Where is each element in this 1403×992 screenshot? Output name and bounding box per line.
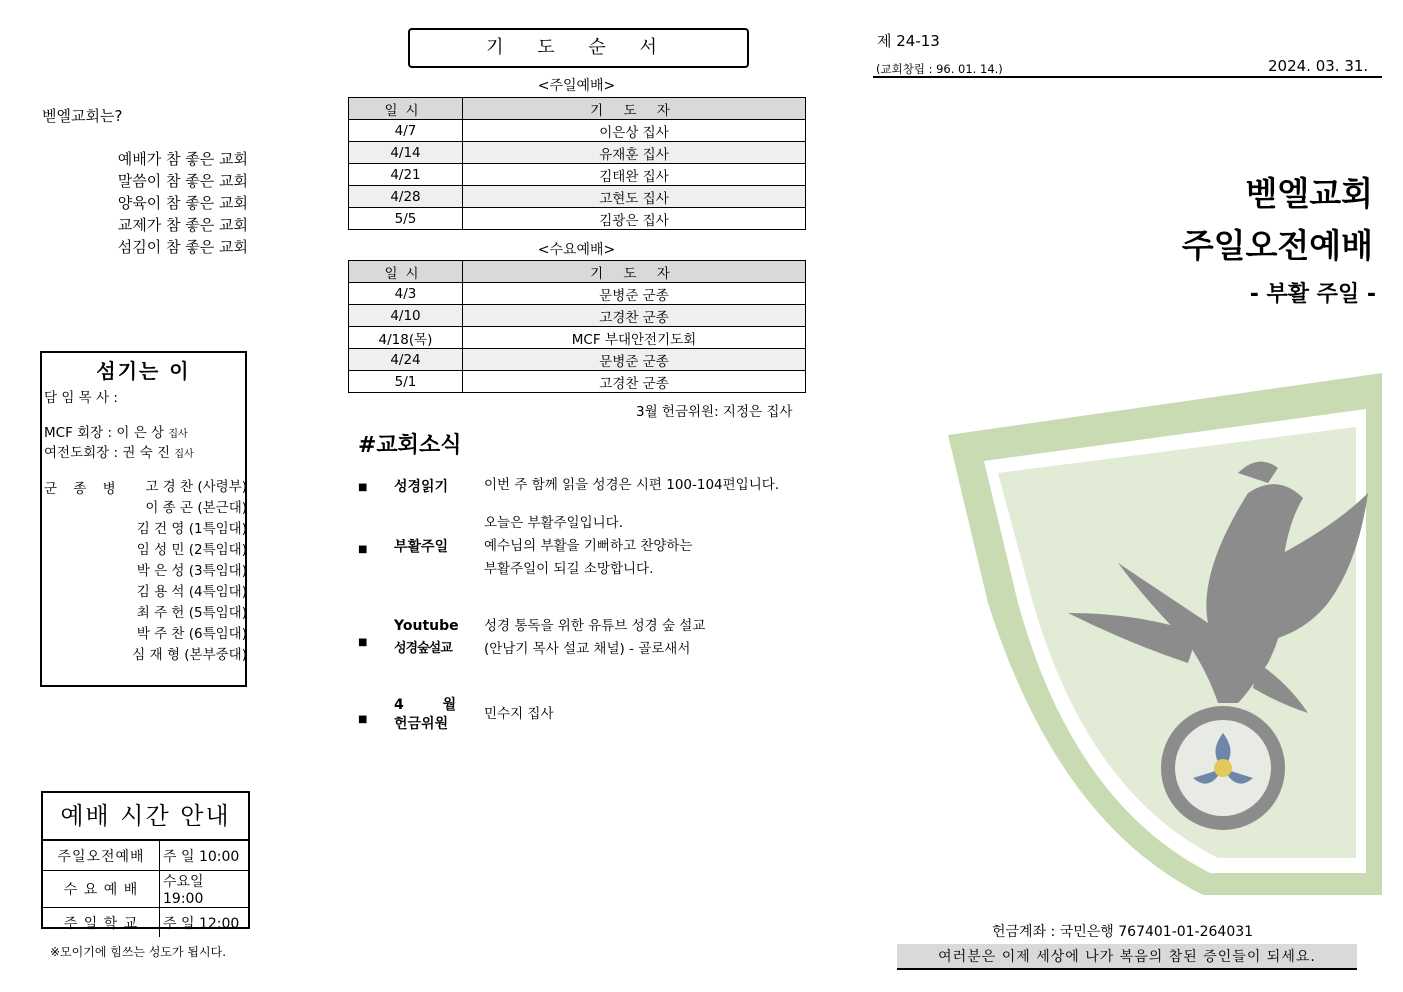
prayer-person: 문병준 군종	[463, 349, 806, 371]
news-body	[484, 703, 554, 726]
service-name: 주일오전예배	[43, 841, 160, 871]
news-line: 이번 주 함께 읽을 성경은 시편 100-104편입니다.	[484, 477, 780, 493]
service-name: 주 일 학 교	[43, 908, 160, 938]
motto-item: 예배가 참 좋은 교회	[117, 150, 248, 168]
soldier-item: 최 주 헌 (5특임대)	[136, 605, 247, 621]
service-name: 주일오전예배	[1181, 226, 1373, 265]
phoenix-emblem-icon	[948, 373, 1382, 895]
service-name: 수 요 예 배	[43, 871, 160, 908]
issue-number: 제 24-13	[877, 32, 940, 50]
offering-note: 3월 헌금위원: 지정은 집사	[636, 404, 793, 420]
table-row	[43, 841, 248, 871]
table-header-row	[349, 261, 806, 283]
prayer-date: 4/21	[349, 164, 463, 186]
service-time: 주 일 10:00	[163, 848, 240, 865]
soldier-item: 박 주 찬 (6특임대)	[136, 626, 247, 642]
wednesday-caption: <수요예배>	[537, 242, 616, 258]
service-times-box	[41, 791, 250, 932]
soldier-item: 이 종 곤 (본근대)	[145, 500, 247, 516]
mcf-label: MCF 회장 :	[44, 425, 113, 441]
prayer-person: MCF 부대안전기도회	[463, 327, 806, 349]
prayer-date: 4/10	[349, 305, 463, 327]
table-header-row	[349, 98, 806, 120]
table-row	[43, 871, 248, 908]
prayer-date: 5/5	[349, 208, 463, 230]
news-label: 성경읽기	[394, 479, 449, 495]
news-label: Youtube	[394, 618, 459, 634]
church-name: 벧엘교회	[1245, 174, 1373, 213]
service-time: 주 일 12:00	[160, 908, 249, 938]
soldier-label: 군 종 병	[44, 481, 122, 497]
table-row	[349, 371, 806, 393]
table-row	[349, 349, 806, 371]
table-row	[349, 208, 806, 230]
header-divider	[873, 76, 1382, 78]
soldier-item: 심 재 형 (본부중대)	[132, 647, 247, 663]
col-person: 기 도 자	[463, 261, 806, 283]
women-label: 여전도회장 :	[44, 445, 119, 461]
col-date: 일시	[349, 98, 463, 120]
service-time: 수요일 19:00	[160, 871, 249, 908]
bulletin-date: 2024. 03. 31.	[1268, 57, 1369, 75]
news-line: 성경 통독을 위한 유튜브 성경 숲 설교	[484, 618, 706, 634]
offering-account: 헌금계좌 : 국민은행 767401-01-264031	[992, 924, 1254, 940]
col-date: 일시	[349, 261, 463, 283]
col-person: 기 도 자	[463, 98, 806, 120]
news-line: (안남기 목사 설교 채널) - 골로새서	[484, 641, 691, 657]
bullet-icon: ■	[358, 544, 368, 555]
table-row	[349, 186, 806, 208]
prayer-date: 4/18(목)	[349, 327, 463, 349]
news-label-2: 성경숲설교	[394, 641, 452, 656]
prayer-order-title: 기 도 순 서	[408, 28, 749, 68]
pastor-label: 담 임 목 사 :	[44, 390, 118, 406]
women-title: 집사	[174, 449, 194, 460]
mcf-title: 집사	[168, 429, 188, 440]
news-label: 4 월	[394, 697, 457, 713]
attendance-note: ※모이기에 힘쓰는 성도가 됩시다.	[50, 945, 227, 959]
prayer-date: 4/3	[349, 283, 463, 305]
table-row	[349, 120, 806, 142]
motto-item: 말씀이 참 좋은 교회	[117, 172, 248, 190]
founded-date: (교회창립 : 96. 01. 14.)	[876, 62, 1003, 76]
sunday-caption: <주일예배>	[537, 78, 616, 94]
prayer-person: 김광은 집사	[463, 208, 806, 230]
soldier-item: 김 건 영 (1특임대)	[136, 521, 247, 537]
prayer-date: 4/7	[349, 120, 463, 142]
bullet-icon: ■	[358, 637, 368, 648]
prayer-date: 5/1	[349, 371, 463, 393]
table-row	[349, 305, 806, 327]
mcf-president	[44, 421, 188, 441]
news-heading: #교회소식	[358, 433, 462, 458]
soldier-item: 임 성 민 (2특임대)	[136, 542, 247, 558]
table-row	[43, 908, 248, 938]
prayer-person: 문병준 군종	[463, 283, 806, 305]
prayer-person: 고현도 집사	[463, 186, 806, 208]
prayer-person: 고경찬 군종	[463, 371, 806, 393]
staff-box	[40, 351, 247, 687]
service-times-title: 예배 시간 안내	[43, 793, 248, 841]
news-line: 민수지 집사	[484, 706, 554, 722]
motto-item: 섬김이 참 좋은 교회	[117, 238, 248, 256]
prayer-date: 4/24	[349, 349, 463, 371]
mcf-name: 이 은 상	[116, 425, 165, 441]
women-name: 권 숙 진	[122, 445, 171, 461]
motto-list	[96, 148, 248, 258]
wednesday-prayer-table	[348, 260, 806, 393]
service-times-table	[43, 841, 248, 937]
news-line: 예수님의 부활을 기뻐하고 찬양하는	[484, 538, 693, 554]
motto-item: 양육이 참 좋은 교회	[117, 194, 248, 212]
table-row	[349, 327, 806, 349]
prayer-date: 4/14	[349, 142, 463, 164]
soldier-list	[126, 477, 247, 666]
news-line: 부활주일이 되길 소망합니다.	[484, 561, 654, 577]
prayer-person: 이은상 집사	[463, 120, 806, 142]
bullet-icon: ■	[358, 482, 368, 493]
prayer-person: 고경찬 군종	[463, 305, 806, 327]
table-row	[349, 142, 806, 164]
soldier-item: 박 은 성 (3특임대)	[136, 563, 247, 579]
news-body	[484, 512, 693, 581]
closing-verse: 여러분은 이제 세상에 나가 복음의 참된 증인들이 되세요.	[897, 944, 1357, 970]
table-row	[349, 283, 806, 305]
news-line: 오늘은 부활주일입니다.	[484, 515, 623, 531]
prayer-date: 4/28	[349, 186, 463, 208]
news-body	[484, 474, 779, 497]
sunday-theme: - 부활 주일 -	[1249, 282, 1376, 307]
news-body	[484, 615, 705, 661]
news-label: 부활주일	[394, 539, 449, 555]
soldier-item: 김 용 석 (4특임대)	[136, 584, 247, 600]
prayer-person: 유재훈 집사	[463, 142, 806, 164]
motto-item: 교제가 참 좋은 교회	[117, 216, 248, 234]
sunday-prayer-table	[348, 97, 806, 230]
women-president	[44, 441, 194, 461]
prayer-person: 김태완 집사	[463, 164, 806, 186]
soldier-item: 고 경 찬 (사령부)	[145, 479, 247, 495]
table-row	[349, 164, 806, 186]
news-label-2: 헌금위원	[394, 716, 449, 732]
intro-question: 벧엘교회는?	[42, 107, 123, 125]
staff-title: 섬기는 이	[96, 359, 191, 383]
bullet-icon: ■	[358, 714, 368, 725]
